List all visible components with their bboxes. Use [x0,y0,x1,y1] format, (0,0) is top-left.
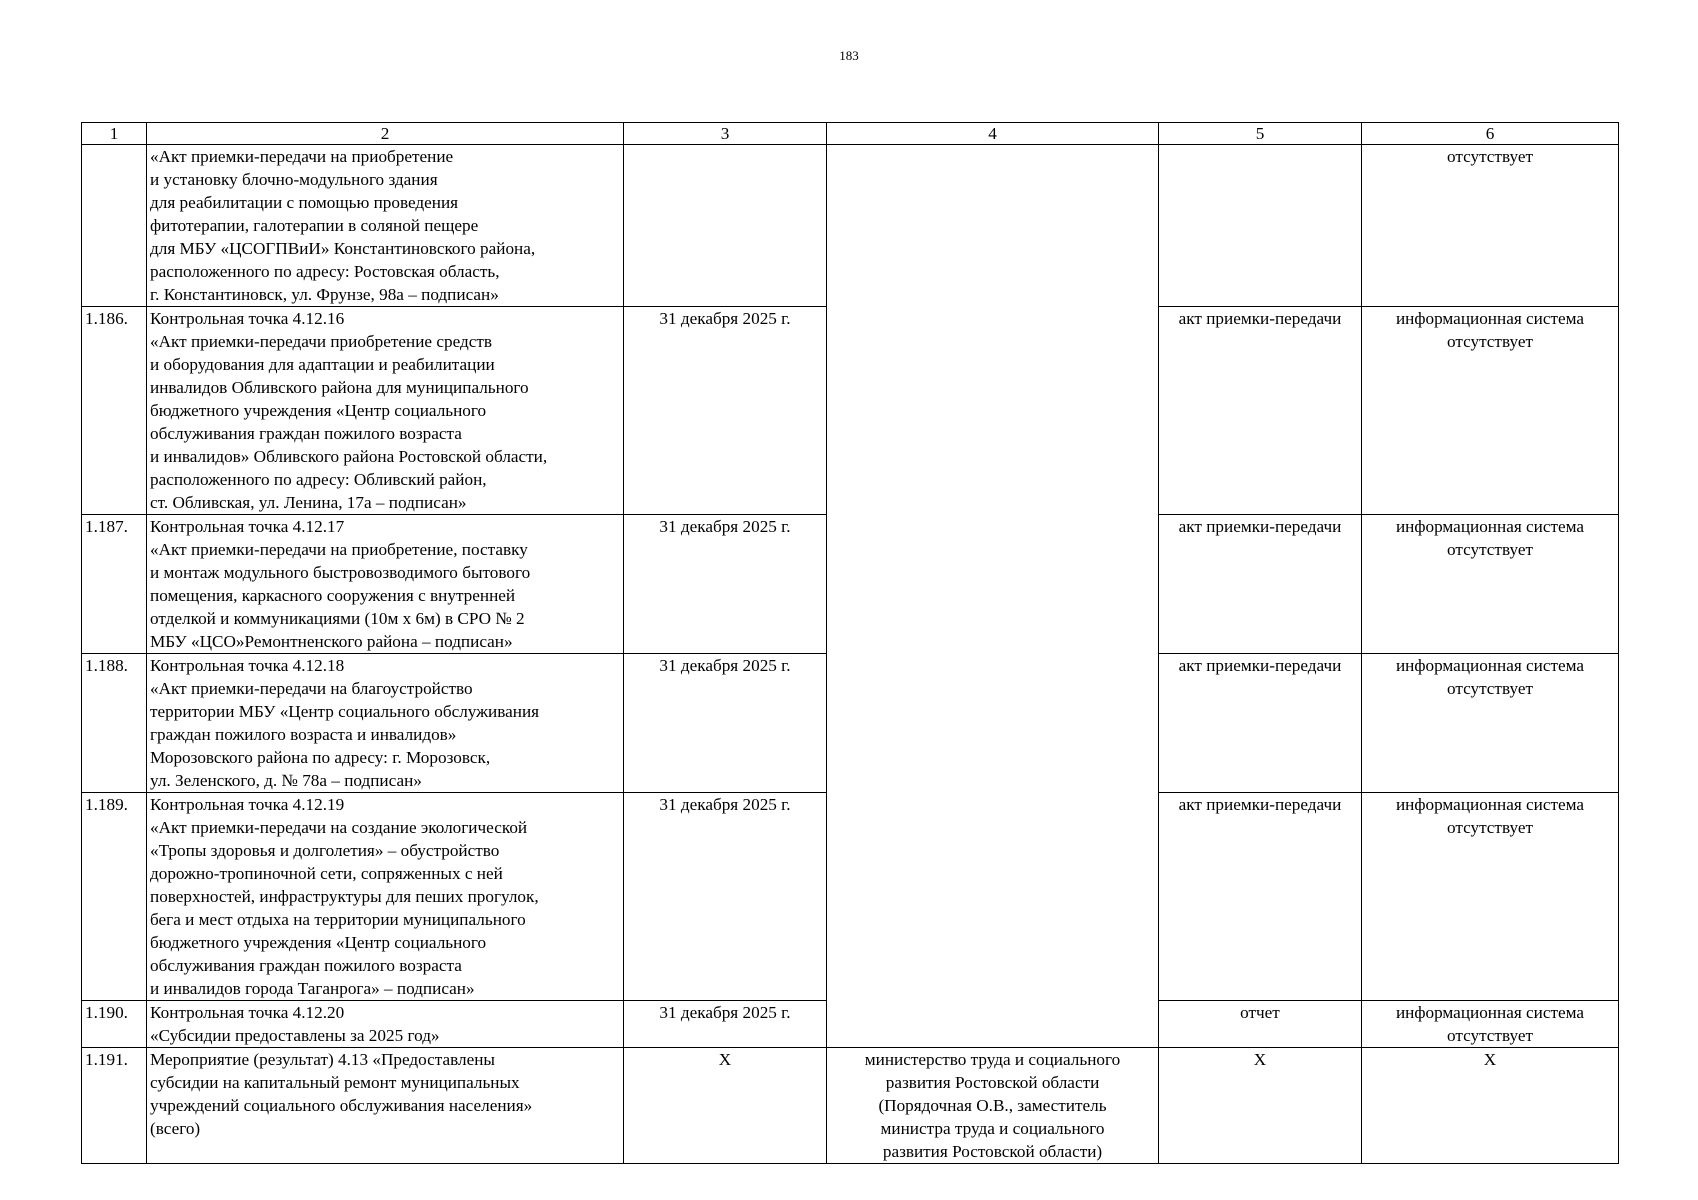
header-col-2: 2 [147,123,624,145]
row-number: 1.189. [82,793,147,1001]
row-info-system: информационная система отсутствует [1362,307,1619,515]
header-col-4: 4 [827,123,1159,145]
header-col-1: 1 [82,123,147,145]
row-description: Контрольная точка 4.12.17 «Акт приемки-передачи на приобретение, поставку и монтаж модульного быстровозводимого бытового помещения, каркасного сооружения с внутренней отделкой и коммуникациями (10м х 6м) в СРО № 2 МБУ «ЦСО»Ремонтненского района – подписан» [147,515,624,654]
row-deadline: Х [624,1048,827,1164]
row-description: «Акт приемки-передачи на приобретение и установку блочно-модульного здания для реабилитации с помощью проведения фитотерапии, галотерапии в соляной пещере для МБУ «ЦСОГПВиИ» Константиновского района, расположенного по адресу: Ростовская область, г. Константиновск, ул. Фрунзе, 98а – подписан» [147,145,624,307]
control-points-table [81,122,1619,1164]
row-info-system: информационная система отсутствует [1362,1001,1619,1048]
row-deadline: 31 декабря 2025 г. [624,515,827,654]
row-document [1159,145,1362,307]
row-document: акт приемки-передачи [1159,307,1362,515]
row-description: Контрольная точка 4.12.16 «Акт приемки-передачи приобретение средств и оборудования для адаптации и реабилитации инвалидов Обливского района для муниципального бюджетного учреждения «Центр социального обслуживания граждан пожилого возраста и инвалидов» Обливского района Ростовской области, расположенного по адресу: Обливский район, ст. Обливская, ул. Ленина, 17а – подписан» [147,307,624,515]
row-info-system: информационная система отсутствует [1362,515,1619,654]
row-description: Контрольная точка 4.12.20 «Субсидии предоставлены за 2025 год» [147,1001,624,1048]
row-document: акт приемки-передачи [1159,654,1362,793]
row-info-system: Х [1362,1048,1619,1164]
row-number [82,145,147,307]
header-col-3: 3 [624,123,827,145]
row-number: 1.190. [82,1001,147,1048]
row-document: отчет [1159,1001,1362,1048]
row-deadline: 31 декабря 2025 г. [624,654,827,793]
row-deadline: 31 декабря 2025 г. [624,1001,827,1048]
table-row [82,145,1619,307]
row-info-system: информационная система отсутствует [1362,793,1619,1001]
row-description: Контрольная точка 4.12.19 «Акт приемки-передачи на создание экологической «Тропы здоровья и долголетия» – обустройство дорожно-тропиночной сети, сопряженных с ней поверхностей, инфраструктуры для пеших прогулок, бега и мест отдыха на территории муниципального бюджетного учреждения «Центр социального обслуживания граждан пожилого возраста и инвалидов города Таганрога» – подписан» [147,793,624,1001]
page-number: 183 [839,48,859,63]
table-row [82,1048,1619,1164]
row-number: 1.187. [82,515,147,654]
row-number: 1.191. [82,1048,147,1164]
row-deadline [624,145,827,307]
header-col-6: 6 [1362,123,1619,145]
row-responsible-merged [827,145,1159,1048]
row-document: акт приемки-передачи [1159,515,1362,654]
row-document: акт приемки-передачи [1159,793,1362,1001]
row-deadline: 31 декабря 2025 г. [624,307,827,515]
row-info-system: отсутствует [1362,145,1619,307]
row-deadline: 31 декабря 2025 г. [624,793,827,1001]
row-responsible: министерство труда и социального развития Ростовской области (Порядочная О.В., заместитель министра труда и социального развития Ростовской области) [827,1048,1159,1164]
row-description: Контрольная точка 4.12.18 «Акт приемки-передачи на благоустройство территории МБУ «Центр социального обслуживания граждан пожилого возраста и инвалидов» Морозовского района по адресу: г. Морозовск, ул. Зеленского, д. № 78а – подписан» [147,654,624,793]
row-description: Мероприятие (результат) 4.13 «Предоставлены субсидии на капитальный ремонт муниципальных учреждений социального обслуживания населения» (всего) [147,1048,624,1164]
row-document: Х [1159,1048,1362,1164]
header-col-5: 5 [1159,123,1362,145]
table-header-row [82,123,1619,145]
row-info-system: информационная система отсутствует [1362,654,1619,793]
row-number: 1.186. [82,307,147,515]
row-number: 1.188. [82,654,147,793]
